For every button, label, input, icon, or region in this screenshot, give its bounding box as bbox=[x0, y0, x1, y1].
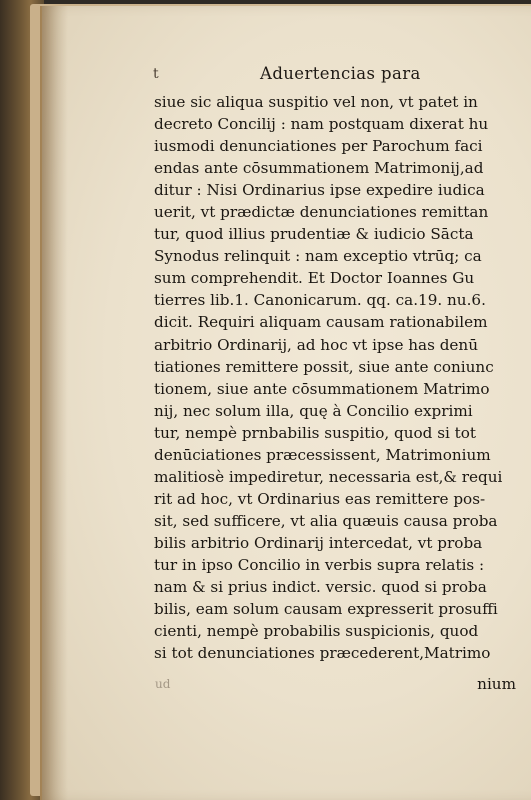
catchword: nium bbox=[477, 675, 516, 693]
page-footer bbox=[154, 674, 522, 698]
text-line: cienti, nempè probabilis suspicionis, quod bbox=[154, 622, 479, 641]
text-line: tur, quod illius prudentiæ & iudicio Sācta bbox=[154, 225, 474, 244]
text-line: nam & si prius indict. versic. quod si proba bbox=[154, 578, 487, 597]
text-line: dicit. Requiri aliquam causam rationabilem bbox=[154, 313, 488, 332]
text-line: tiationes remittere possit, siue ante coniunc bbox=[154, 357, 494, 376]
text-line: tur in ipso Concilio in verbis supra relatis : bbox=[154, 555, 485, 574]
text-line: malitiosè impediretur, necessaria est,& requi bbox=[154, 467, 503, 486]
text-line: siue sic aliqua suspitio vel non, vt patet in bbox=[154, 93, 478, 111]
text-line: bilis, eam solum causam expresserit prosuffi bbox=[154, 600, 498, 619]
page-header bbox=[150, 64, 450, 88]
text-line: denūciationes præcessissent, Matrimonium bbox=[154, 445, 491, 464]
gutter-shadow bbox=[40, 6, 68, 800]
text-line: ditur : Nisi Ordinarius ipse expedire iudica bbox=[154, 181, 485, 200]
running-title: Aduertencias para bbox=[260, 64, 421, 83]
body-text bbox=[154, 91, 522, 664]
folio-mark: t bbox=[153, 66, 159, 82]
text-line: bilis arbitrio Ordinarij intercedat, vt proba bbox=[154, 533, 483, 552]
signature-mark: ud bbox=[155, 677, 171, 691]
text-line: tionem, siue ante cōsummationem Matrimo bbox=[154, 379, 490, 398]
text-line: rit ad hoc, vt Ordinarius eas remittere pos- bbox=[154, 489, 486, 508]
text-line: tur, nempè prnbabilis suspitio, quod si tot bbox=[154, 423, 477, 442]
text-line: uerit, vt prædictæ denunciationes remittan bbox=[154, 203, 489, 222]
text-line: nij, nec solum illa, quę à Concilio exprimi bbox=[154, 401, 473, 420]
text-line: tierres lib.1. Canonicarum. qq. ca.19. nu.6. bbox=[154, 291, 486, 310]
text-line: Synodus relinquit : nam exceptio vtrūq; ca bbox=[154, 247, 482, 266]
text-line: sit, sed sufficere, vt alia quæuis causa proba bbox=[154, 511, 498, 530]
text-line: decreto Concilij : nam postquam dixerat hu bbox=[154, 115, 489, 134]
text-line: sum comprehendit. Et Doctor Ioannes Gu bbox=[154, 269, 475, 288]
text-line: arbitrio Ordinarij, ad hoc vt ipse has denū bbox=[154, 335, 478, 354]
text-line: iusmodi denunciationes per Parochum faci bbox=[154, 137, 483, 156]
text-line: endas ante cōsummationem Matrimonij,ad bbox=[154, 159, 484, 178]
text-line: si tot denunciationes præcederent,Matrimo bbox=[154, 644, 491, 663]
